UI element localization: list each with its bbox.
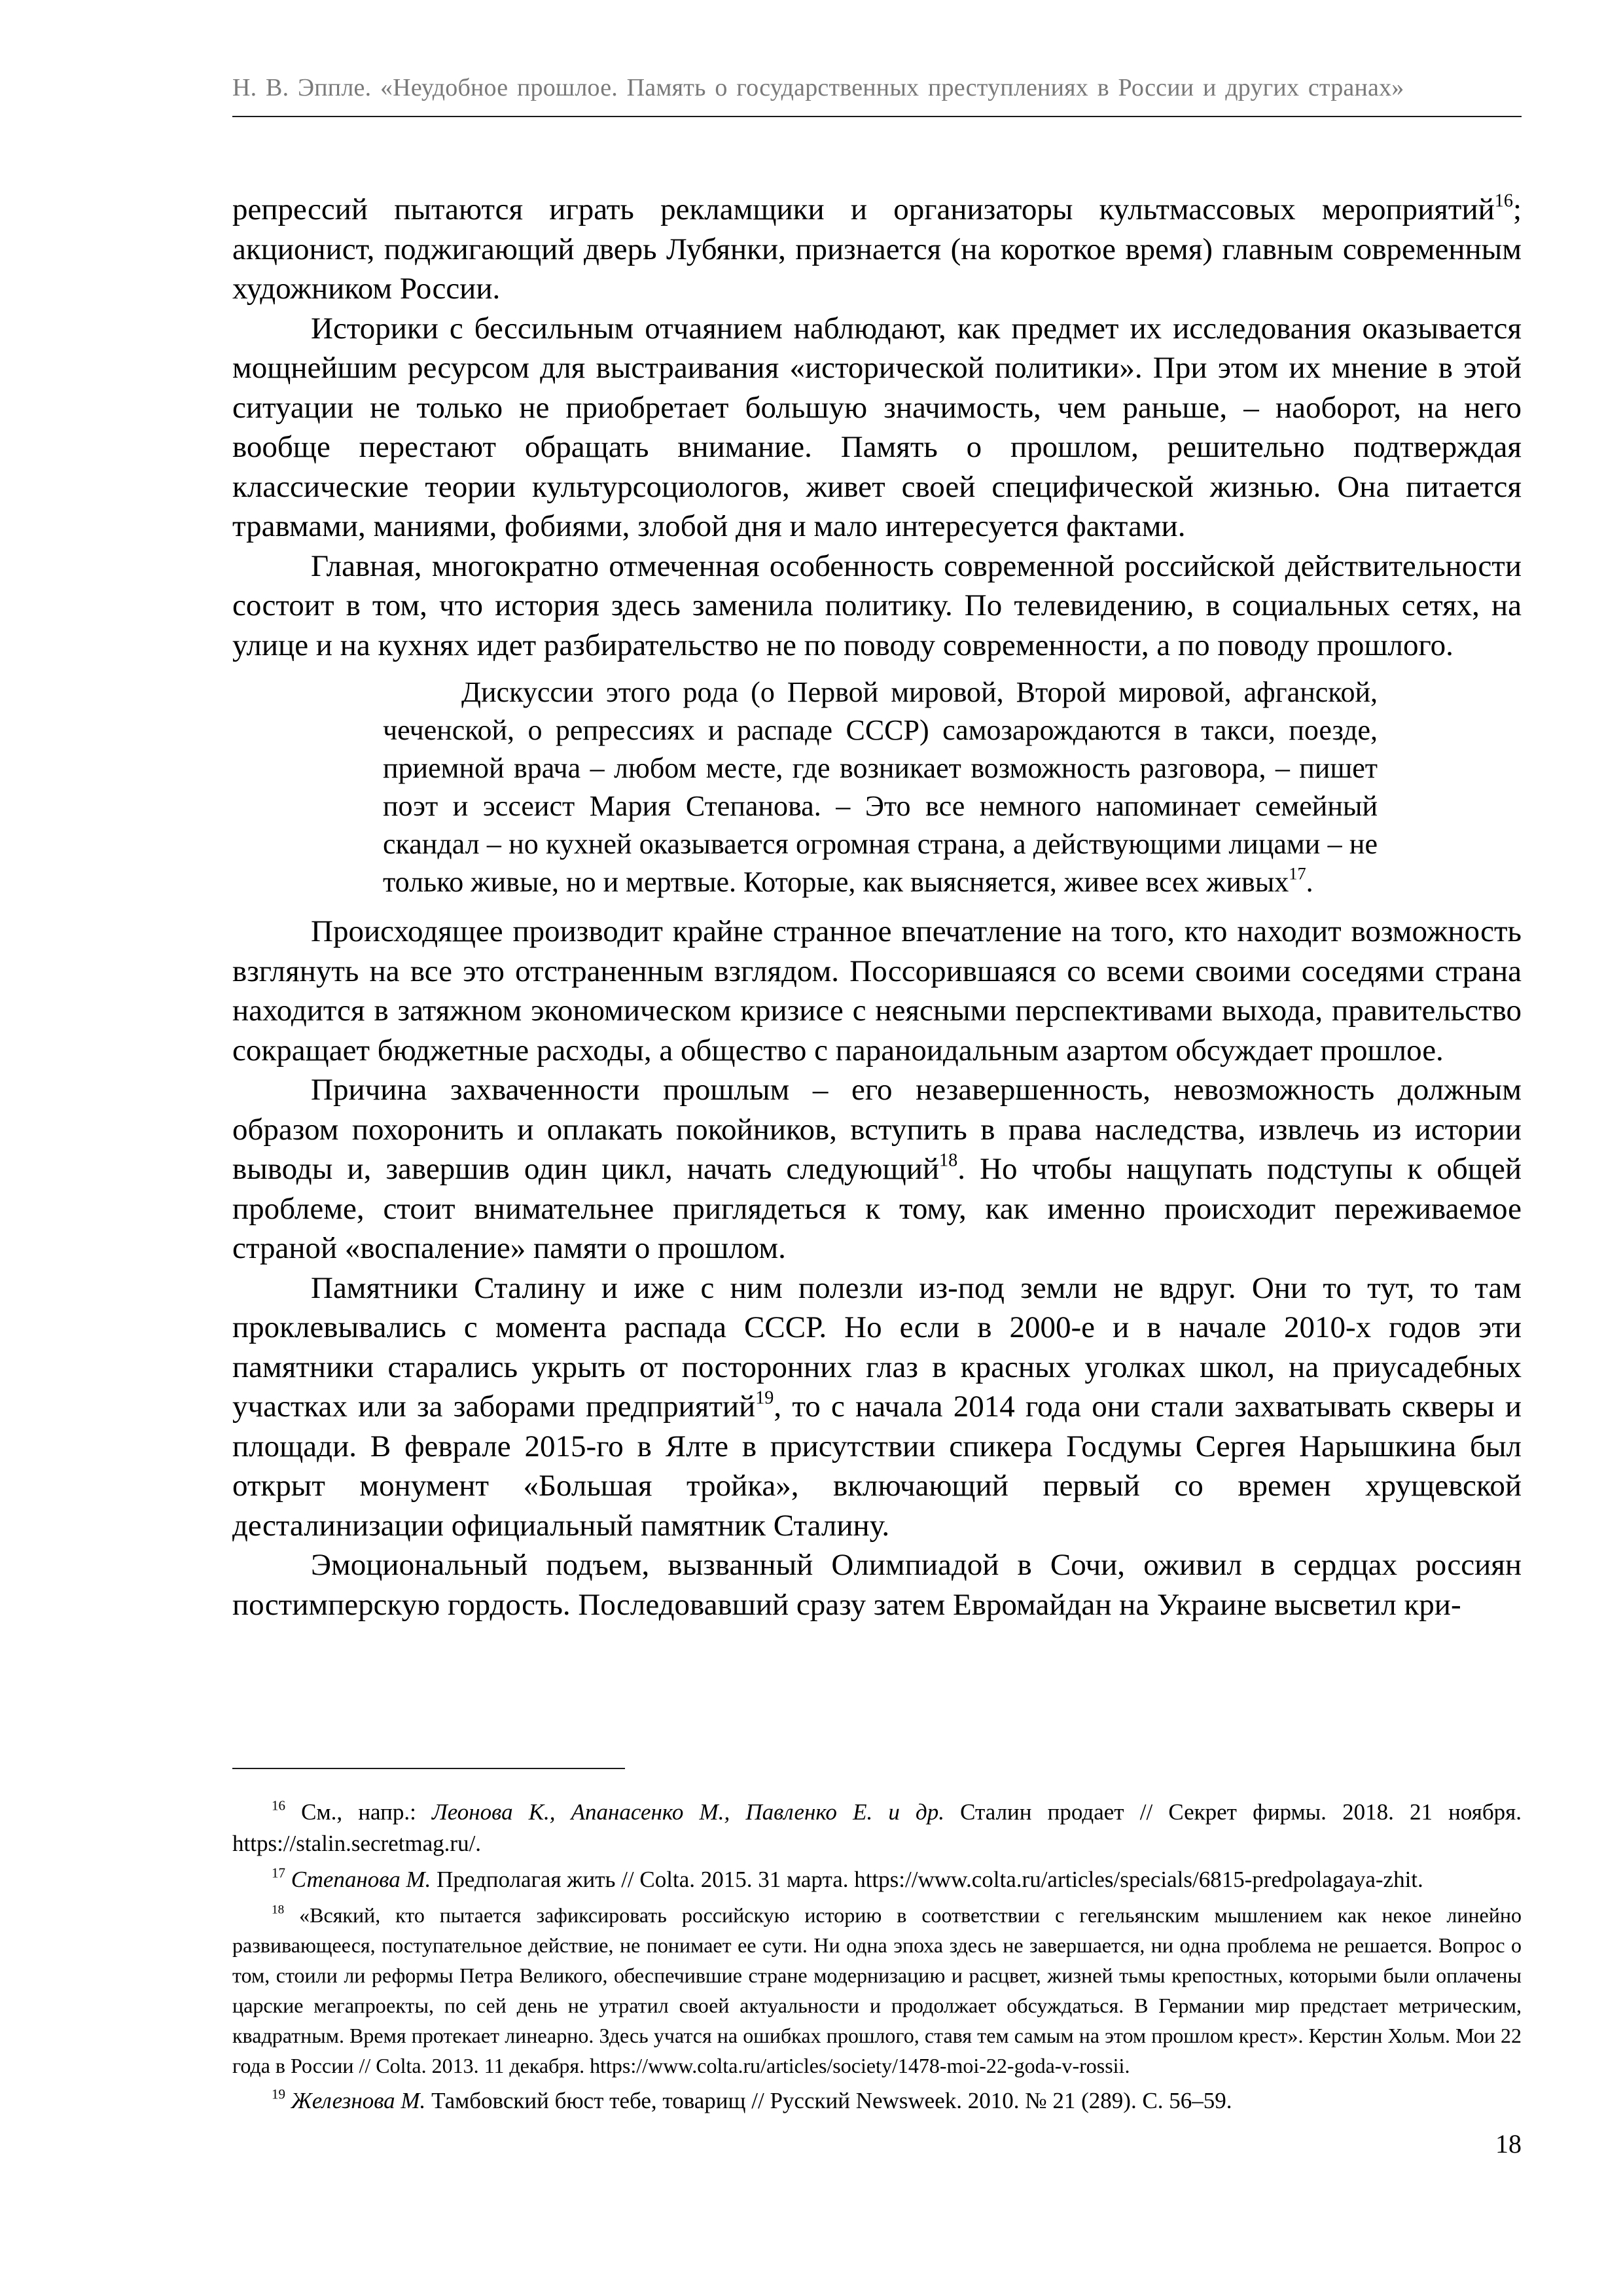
footnote-17: $^{17}$ Степанова М. Предполагая жить // Colta. 2015. 31 марта. https://www.colta.ru/articles/specials/6815-predpolagaya-zhit.	[272, 1865, 1423, 1892]
paragraph-7: Эмоциональный подъем, вызванный Олимпиадой в Сочи, оживил в сердцах россиян постимперскую гордость. Последовавший сразу затем Евромайдан на Украине высветил кри-	[232, 1548, 1522, 1622]
footnote-16: $^{16}$ См., напр.: Леонова К., Апанасенко М., Павленко Е. и др. Сталин продает // Секрет фирмы. 2018. 21 ноября. https://stalin.secretmag.ru/.	[232, 1797, 1522, 1856]
footnote-ref-17[interactable]: 17	[1289, 863, 1306, 884]
block-quote	[383, 673, 1378, 901]
paragraph-1: репрессий пытаются играть рекламщики и организаторы культмассовых мероприятий$^{16}$; акционист, поджигающий дверь Лубянки, признается (на короткое время) главным современным художником России.	[232, 190, 1522, 306]
header-divider	[232, 116, 1522, 117]
main-text	[232, 190, 1522, 1624]
paragraph-6: Памятники Сталину и иже с ним полезли из-под земли не вдруг. Они то тут, то там проклевывались с момента распада СССР. Но если в 2000-е и в начале 2010-х годов эти памятники старались укрыть от посторонних глаз в красных уголках школ, на приусадебных участках или за заборами предприятий$^{19}$, то с начала 2014 года они стали захватывать скверы и площади. В феврале 2015-го в Ялте в присутствии спикера Госдумы Сергея Нарышкина был открыт монумент «Большая тройка», включающий первый со времен хрущевской десталинизации официальный памятник Сталину.	[232, 1270, 1522, 1543]
paragraph-5: Причина захваченности прошлым – его незавершенность, невозможность должным образом похоронить и оплакать покойников, вступить в права наследства, извлечь из истории выводы и, завершив один цикл, начать следующий$^{18}$. Но чтобы нащупать подступы к общей проблеме, стоит внимательнее приглядеться к тому, как именно происходит переживаемое страной «воспаление» памяти о прошлом.	[232, 1073, 1522, 1265]
paragraph-3: Главная, многократно отмеченная особенность современной российской действительности состоит в том, что история здесь заменила политику. По телевидению, в социальных сетях, на улице и на кухнях идет разбирательство не по поводу современности, а по поводу прошлого.	[232, 548, 1522, 662]
footnote-divider	[232, 1768, 625, 1769]
footnotes	[232, 1797, 1522, 2121]
footnote-ref-18[interactable]: 18	[939, 1150, 958, 1171]
running-header: Н. В. Эппле. «Неудобное прошлое. Память о государственных преступлениях в России и других странах»	[232, 74, 1404, 101]
footnote-19: $^{19}$ Железнова М. Тамбовский бюст тебе, товарищ // Русский Newsweek. 2010. № 21 (289). С. 56–59.	[272, 2086, 1232, 2113]
quote-text: Дискуссии этого рода (о Первой мировой, Второй мировой, афганской, чеченской, о репрессиях и распаде СССР) самозарождаются в такси, поезде, приемной врача – любом месте, где возникает возможность разговора, – пишет поэт и эссеист Мария Степанова. – Это все немного напоминает семейный скандал – но кухней оказывается огромная страна, а действующими лицами – не только живые, но и мертвые. Которые, как выясняется, живее всех живых$^{17}$.	[383, 676, 1378, 898]
paragraph-4: Происходящее производит крайне странное впечатление на того, кто находит возможность взглянуть на все это отстраненным взглядом. Поссорившаяся со всеми своими соседями страна находится в затяжном экономическом кризисе с неясными перспективами выхода, правительство сокращает бюджетные расходы, а общество с параноидальным азартом обсуждает прошлое.	[232, 914, 1522, 1067]
document-page	[232, 0, 1522, 2296]
paragraph-2: Историки с бессильным отчаянием наблюдают, как предмет их исследования оказывается мощнейшим ресурсом для выстраивания «исторической политики». При этом их мнение в этой ситуации не только не приобретает большую значимость, чем раньше, – наоборот, на него вообще перестают обращать внимание. Память о прошлом, решительно подтверждая классические теории культурсоциологов, живет своей специфической жизнью. Она питается травмами, маниями, фобиями, злобой дня и мало интересуется фактами.	[232, 311, 1522, 543]
footnote-ref-16[interactable]: 16	[1494, 190, 1513, 211]
footnote-18: $^{18}$ «Всякий, кто пытается зафиксировать российскую историю в соответствии с гегельянским мышлением как некое линейно развивающееся, поступательное действие, не понимает ее сути. Ни одна эпоха здесь не завершается, ни одна проблема не решается. Вопрос о том, стоили ли реформы Петра Великого, обеспечившие стране модернизацию и расцвет, жизней тьмы крепостных, которыми были оплачены царские мегапроекты, по сей день не утратил своей актуальности и продолжает обсуждаться. В Германии мир предстает метрическим, квадратным. Время протекает линеарно. Здесь учатся на ошибках прошлого, ставя тем самым на этом прошлом крест». Керстин Хольм. Мои 22 года в России // Colta. 2013. 11 декабря. https://www.colta.ru/articles/society/1478-moi-22-goda-v-rossii.	[232, 1903, 1522, 2077]
footnote-ref-19[interactable]: 19	[755, 1388, 774, 1408]
page-number: 18	[1495, 2129, 1522, 2159]
